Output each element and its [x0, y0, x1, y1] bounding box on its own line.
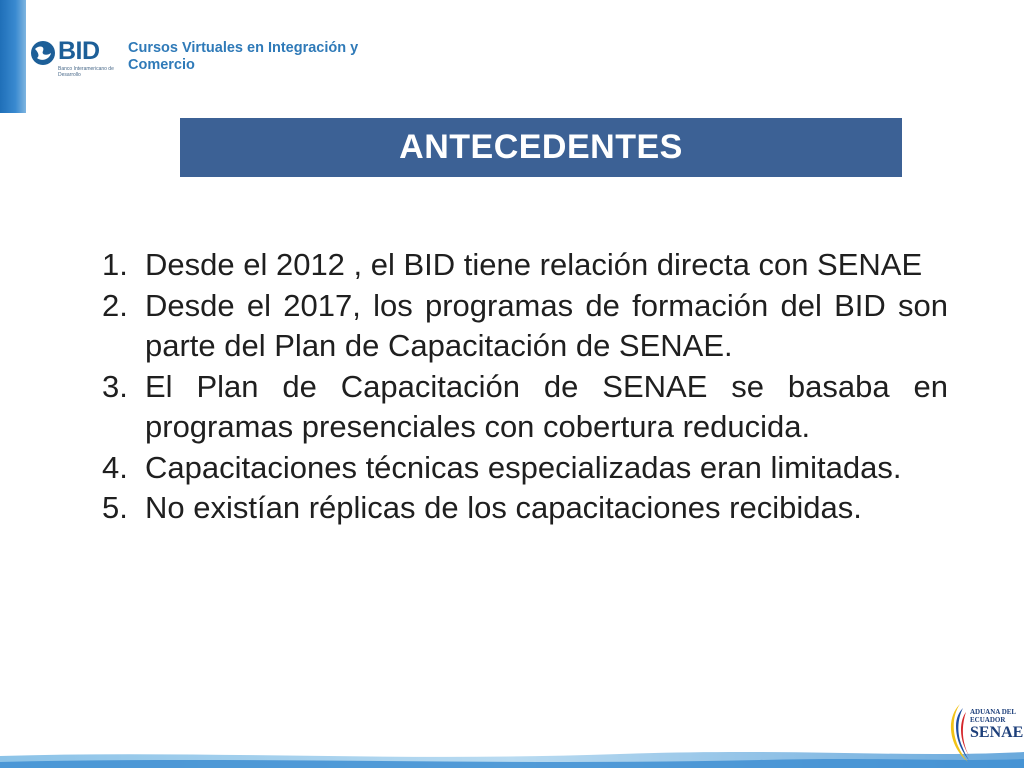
bid-subtitle: Banco Interamericano de Desarrollo: [58, 66, 114, 78]
senae-line1: ADUANA DEL: [970, 708, 1017, 716]
title-banner: [180, 118, 902, 177]
list-item: [102, 286, 948, 367]
list-item-text: Capacitaciones técnicas especializadas eran limitadas.: [145, 449, 902, 485]
antecedentes-list: [102, 245, 948, 529]
bid-wordmark: [58, 36, 120, 78]
list-item-text: El Plan de Capacitación de SENAE se basaba en programas presenciales con cobertura reducida.: [145, 368, 948, 444]
bid-logo: [30, 36, 378, 86]
ecuador-flag-swoosh-icon: [948, 702, 970, 764]
bid-word: BID: [58, 37, 100, 65]
list-item-number: 1.: [102, 247, 128, 282]
senae-main: SENAE: [970, 724, 1024, 741]
list-item-number: 5.: [102, 490, 128, 525]
senae-line2: ECUADOR: [970, 716, 1006, 724]
slide-title: ANTECEDENTES: [399, 128, 683, 166]
list-item-number: 4.: [102, 449, 128, 485]
senae-logo: [948, 702, 1024, 766]
list-item-number: 3.: [102, 368, 128, 404]
list-item: [102, 367, 948, 448]
list-item-text: Desde el 2017, los programas de formación del BID son parte del Plan de Capacitación de SENAE.: [145, 287, 948, 363]
bottom-wave-band: [0, 748, 1024, 768]
bid-globe-icon: [30, 40, 56, 66]
list-item-number: 2.: [102, 287, 128, 323]
list-item-text: Desde el 2012 , el BID tiene relación directa con SENAE: [145, 247, 923, 282]
list-item-text: No existían réplicas de los capacitaciones recibidas.: [145, 490, 862, 525]
list-item: [102, 245, 948, 286]
list-item: [102, 448, 948, 489]
left-accent-bar: [0, 0, 26, 113]
list-item: [102, 488, 948, 529]
senae-wordmark: [970, 708, 1024, 742]
course-title: Cursos Virtuales en Integración y Comercio: [128, 40, 359, 73]
